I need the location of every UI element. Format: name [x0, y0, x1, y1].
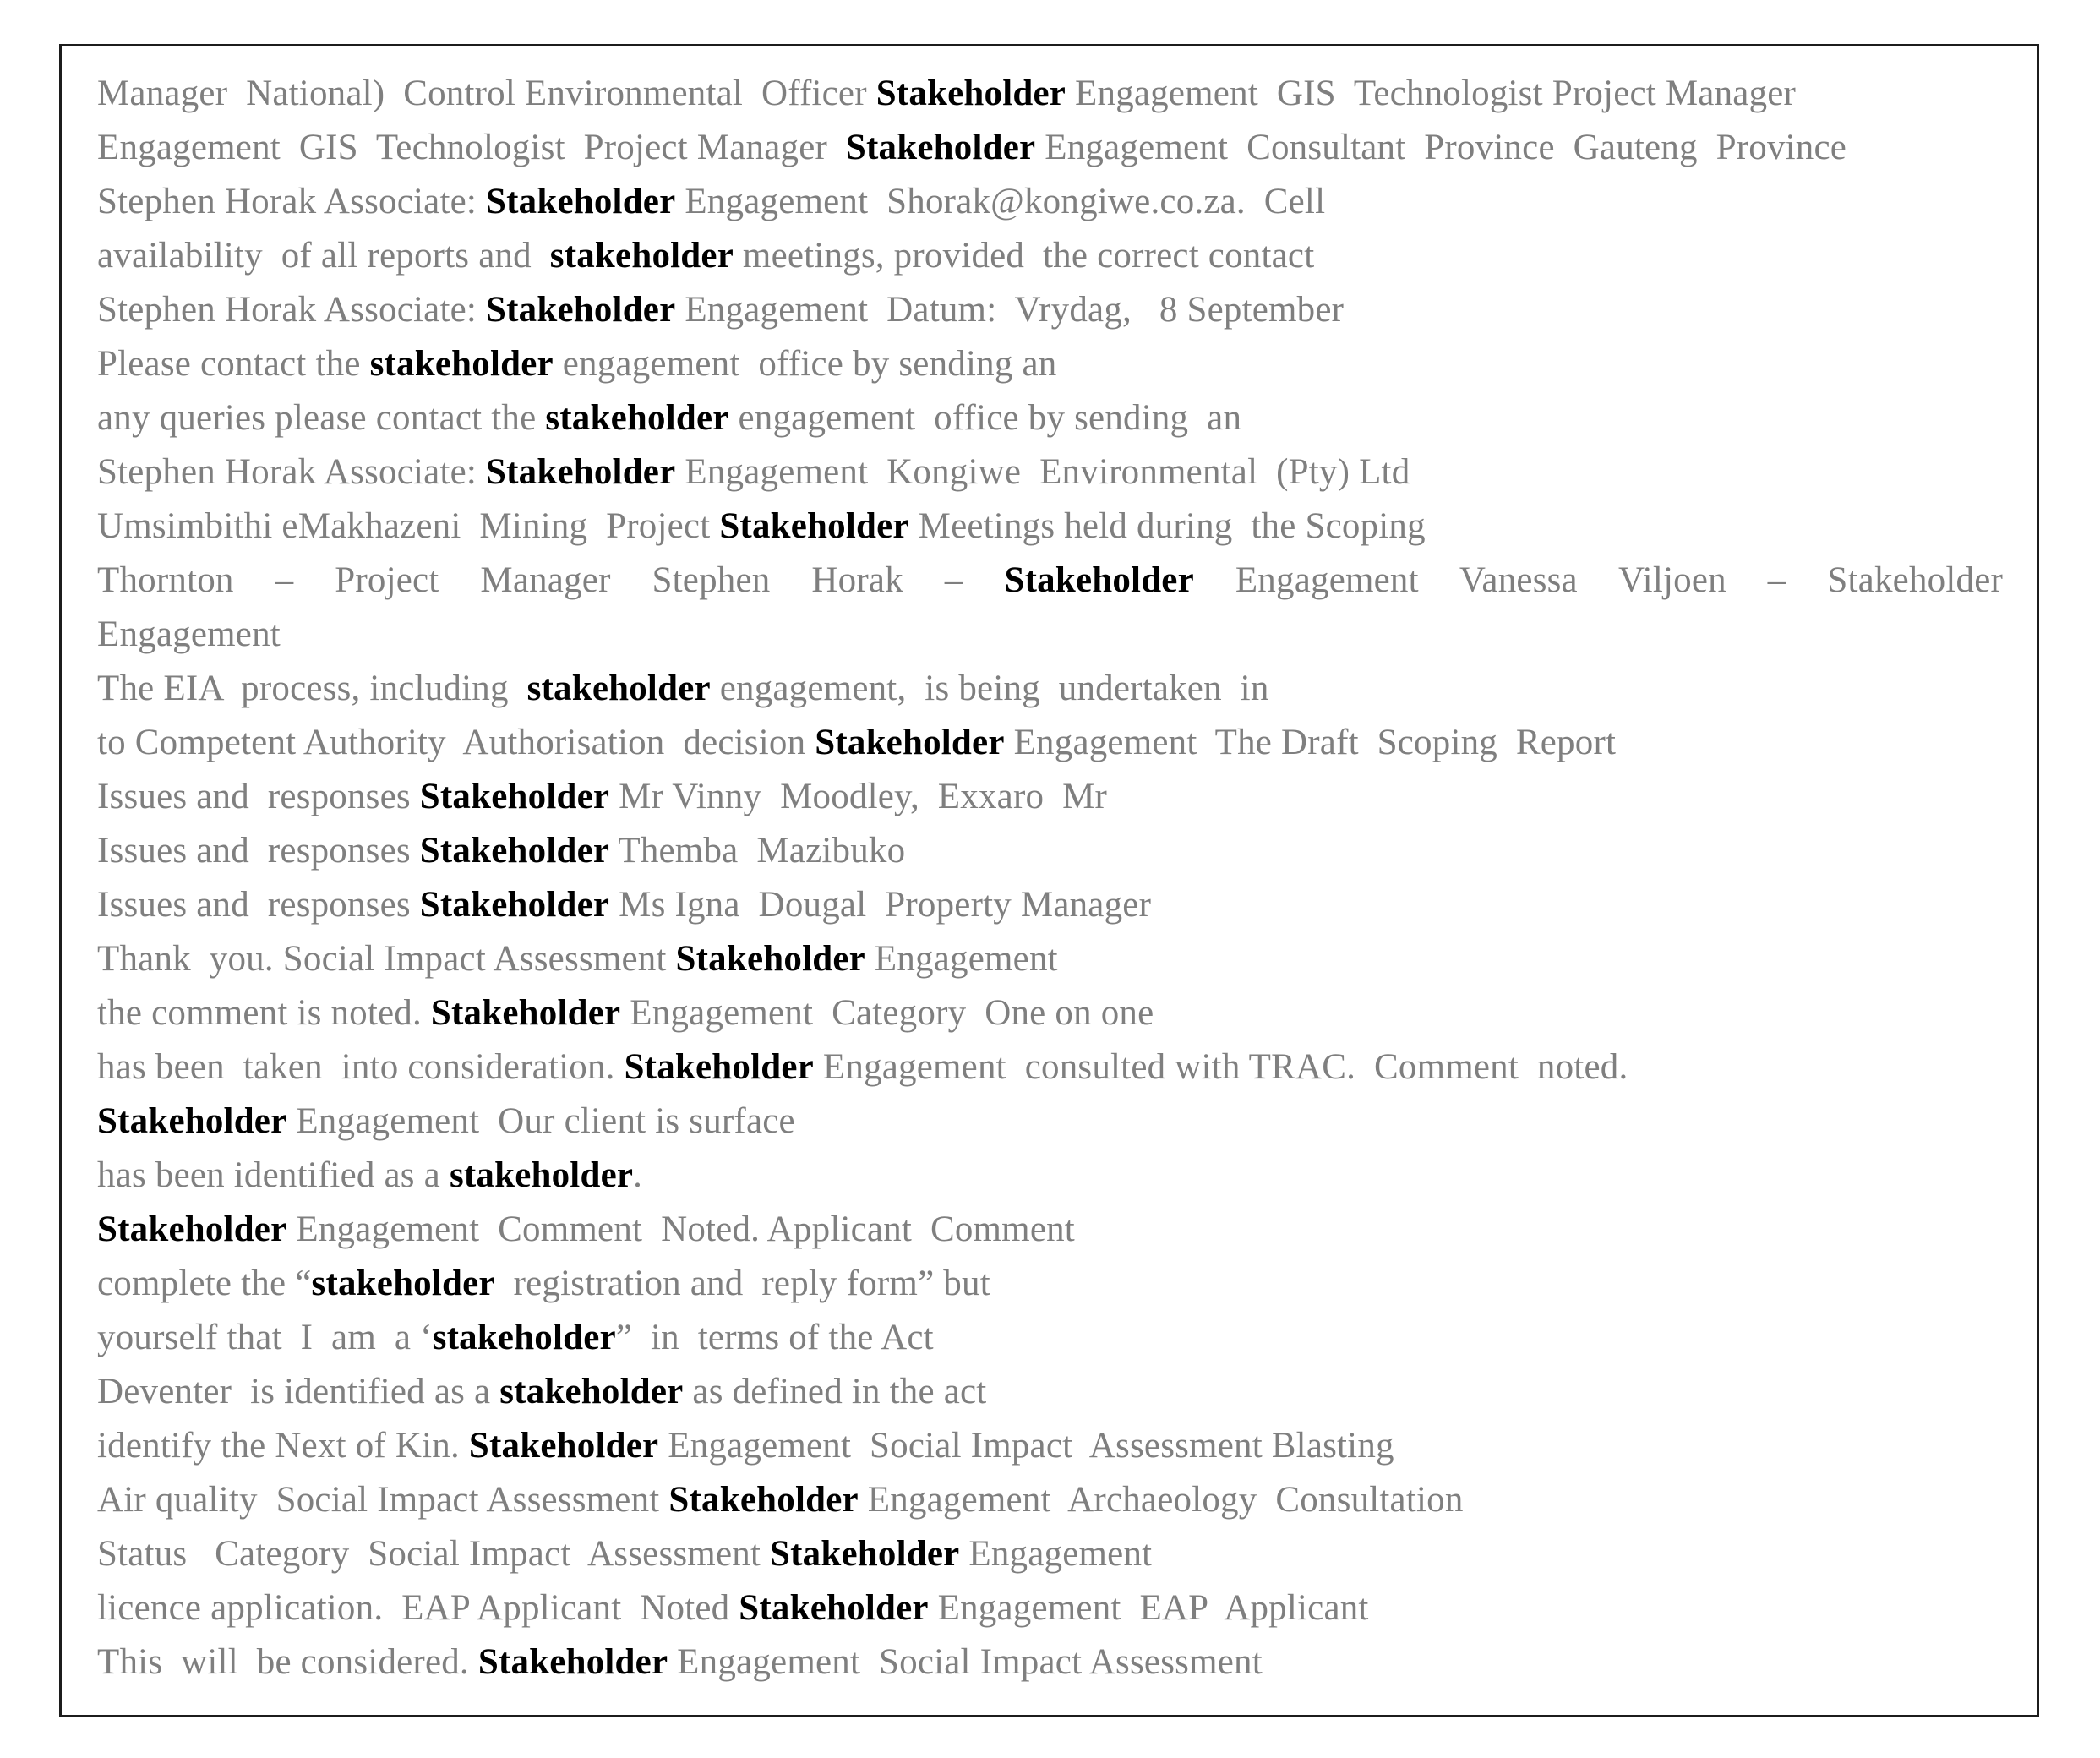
text-line — [97, 175, 2003, 229]
text-segment: Engagement Archaeology Consultation — [858, 1480, 1464, 1520]
text-segment: availability of all reports and — [97, 236, 550, 276]
text-segment: Umsimbithi eMakhazeni Mining Project — [97, 506, 720, 546]
highlighted-term: Stakeholder — [419, 777, 610, 816]
text-segment: Engagement EAP Applicant — [928, 1588, 1369, 1628]
text-segment: Issues and responses — [97, 885, 420, 925]
text-line — [97, 824, 2003, 878]
text-line — [97, 662, 2003, 716]
document-frame — [59, 44, 2039, 1717]
text-segment: Engagement Our client is surface — [286, 1101, 795, 1141]
text-segment: Meetings held during the Scoping — [908, 506, 1426, 546]
text-segment: licence application. EAP Applicant Noted — [97, 1588, 739, 1628]
highlighted-term: stakeholder — [526, 669, 711, 708]
text-segment: . — [633, 1155, 643, 1195]
text-segment: any queries please contact the — [97, 398, 546, 438]
text-line — [97, 932, 2003, 986]
text-segment: complete the “ — [97, 1264, 312, 1303]
text-segment: Engagement GIS Technologist Project Manager — [97, 128, 846, 167]
highlighted-term: Stakeholder — [770, 1534, 960, 1574]
text-line — [97, 445, 2003, 500]
highlighted-term: Stakeholder — [815, 723, 1005, 762]
text-line — [97, 229, 2003, 283]
text-segment: Air quality Social Impact Assessment — [97, 1480, 669, 1520]
highlighted-term: Stakeholder — [875, 74, 1066, 113]
text-line — [97, 391, 2003, 445]
highlighted-term: Stakeholder — [719, 506, 909, 546]
text-segment: Deventer is identified as a — [97, 1372, 500, 1411]
highlighted-term: Stakeholder — [419, 885, 610, 925]
text-line — [97, 1581, 2003, 1635]
text-line — [97, 878, 2003, 932]
text-segment: ” in terms of the Act — [615, 1318, 934, 1357]
highlighted-term: Stakeholder — [419, 831, 610, 871]
text-segment: Engagement Shorak@kongiwe.co.za. Cell — [675, 182, 1326, 221]
text-line — [97, 1095, 2003, 1149]
text-segment: engagement office by sending an — [728, 398, 1242, 438]
highlighted-term: Stakeholder — [430, 993, 621, 1033]
highlighted-term: Stakeholder — [97, 1101, 287, 1141]
text-line — [97, 716, 2003, 770]
text-segment: the comment is noted. — [97, 993, 431, 1033]
text-segment: Engagement Comment Noted. Applicant Comment — [286, 1209, 1075, 1249]
text-segment: Engagement Datum: Vrydag, 8 September — [675, 290, 1345, 330]
document-body — [62, 46, 2037, 1706]
highlighted-term: Stakeholder — [624, 1047, 814, 1087]
text-segment: Engagement — [865, 939, 1058, 979]
highlighted-term: stakeholder — [432, 1318, 616, 1357]
text-segment: Engagement Vanessa Viljoen – Stakeholder — [1193, 560, 2003, 600]
text-segment: Thank you. Social Impact Assessment — [97, 939, 676, 979]
text-segment: Engagement — [959, 1534, 1153, 1574]
text-line — [97, 121, 2003, 175]
highlighted-term: stakeholder — [311, 1264, 495, 1303]
text-line — [97, 1365, 2003, 1419]
text-segment: Engagement Kongiwe Environmental (Pty) Ltd — [675, 452, 1410, 492]
highlighted-term: stakeholder — [545, 398, 729, 438]
text-line — [97, 1635, 2003, 1690]
text-segment: Status Category Social Impact Assessment — [97, 1534, 771, 1574]
highlighted-term: Stakeholder — [477, 1642, 668, 1682]
text-line — [97, 1527, 2003, 1581]
highlighted-term: stakeholder — [449, 1155, 634, 1195]
text-segment: Manager National) Control Environmental Officer — [97, 74, 876, 113]
highlighted-term: Stakeholder — [675, 939, 865, 979]
text-segment: yourself that I am a ‘ — [97, 1318, 433, 1357]
text-line — [97, 67, 2003, 121]
highlighted-term: Stakeholder — [668, 1480, 859, 1520]
text-line — [97, 1040, 2003, 1095]
highlighted-term: Stakeholder — [486, 452, 676, 492]
text-line — [97, 1203, 2003, 1257]
highlighted-term: Stakeholder — [486, 182, 676, 221]
highlighted-term: Stakeholder — [739, 1588, 929, 1628]
text-line — [97, 1311, 2003, 1365]
text-segment: Mr Vinny Moodley, Exxaro Mr — [609, 777, 1108, 816]
text-segment: Issues and responses — [97, 831, 420, 871]
text-segment: Stephen Horak Associate: — [97, 452, 486, 492]
text-segment: as defined in the act — [683, 1372, 987, 1411]
text-segment: Engagement Social Impact Assessment Blasting — [658, 1426, 1394, 1466]
text-line — [97, 608, 2003, 662]
highlighted-term: Stakeholder — [486, 290, 676, 330]
text-segment: Engagement Category One on one — [620, 993, 1154, 1033]
text-segment: Themba Mazibuko — [609, 831, 906, 871]
text-line — [97, 554, 2003, 608]
text-line — [97, 283, 2003, 337]
text-segment: Engagement GIS Technologist Project Manager — [1066, 74, 1797, 113]
text-segment: has been taken into consideration. — [97, 1047, 625, 1087]
highlighted-term: stakeholder — [499, 1372, 684, 1411]
text-segment: has been identified as a — [97, 1155, 450, 1195]
text-segment: Engagement — [97, 614, 281, 654]
text-line — [97, 1419, 2003, 1473]
text-segment: registration and reply form” but — [494, 1264, 990, 1303]
text-segment: Thornton – Project Manager Stephen Horak – — [97, 560, 1005, 600]
text-line — [97, 1473, 2003, 1527]
text-line — [97, 337, 2003, 391]
text-segment: Stephen Horak Associate: — [97, 290, 486, 330]
text-line — [97, 1257, 2003, 1311]
highlighted-term: stakeholder — [369, 344, 554, 384]
text-segment: meetings, provided the correct contact — [733, 236, 1315, 276]
text-segment: Engagement consulted with TRAC. Comment noted. — [813, 1047, 1628, 1087]
text-segment: Please contact the — [97, 344, 370, 384]
text-line — [97, 500, 2003, 554]
highlighted-term: Stakeholder — [97, 1209, 287, 1249]
text-segment: Engagement Social Impact Assessment — [668, 1642, 1263, 1682]
text-line — [97, 1149, 2003, 1203]
text-line — [97, 770, 2003, 824]
text-segment: Ms Igna Dougal Property Manager — [609, 885, 1152, 925]
text-segment: to Competent Authority Authorisation decision — [97, 723, 815, 762]
text-segment: engagement office by sending an — [553, 344, 1057, 384]
text-segment: identify the Next of Kin. — [97, 1426, 469, 1466]
text-segment: Stephen Horak Associate: — [97, 182, 486, 221]
text-segment: The EIA process, including — [97, 669, 527, 708]
text-segment: This will be considered. — [97, 1642, 478, 1682]
text-segment: Engagement The Draft Scoping Report — [1004, 723, 1617, 762]
highlighted-term: Stakeholder — [1004, 560, 1194, 600]
text-segment: Issues and responses — [97, 777, 420, 816]
text-segment: engagement, is being undertaken in — [710, 669, 1269, 708]
text-segment: Engagement Consultant Province Gauteng Province — [1035, 128, 1847, 167]
highlighted-term: stakeholder — [549, 236, 734, 276]
text-line — [97, 986, 2003, 1040]
highlighted-term: Stakeholder — [845, 128, 1036, 167]
highlighted-term: Stakeholder — [468, 1426, 659, 1466]
